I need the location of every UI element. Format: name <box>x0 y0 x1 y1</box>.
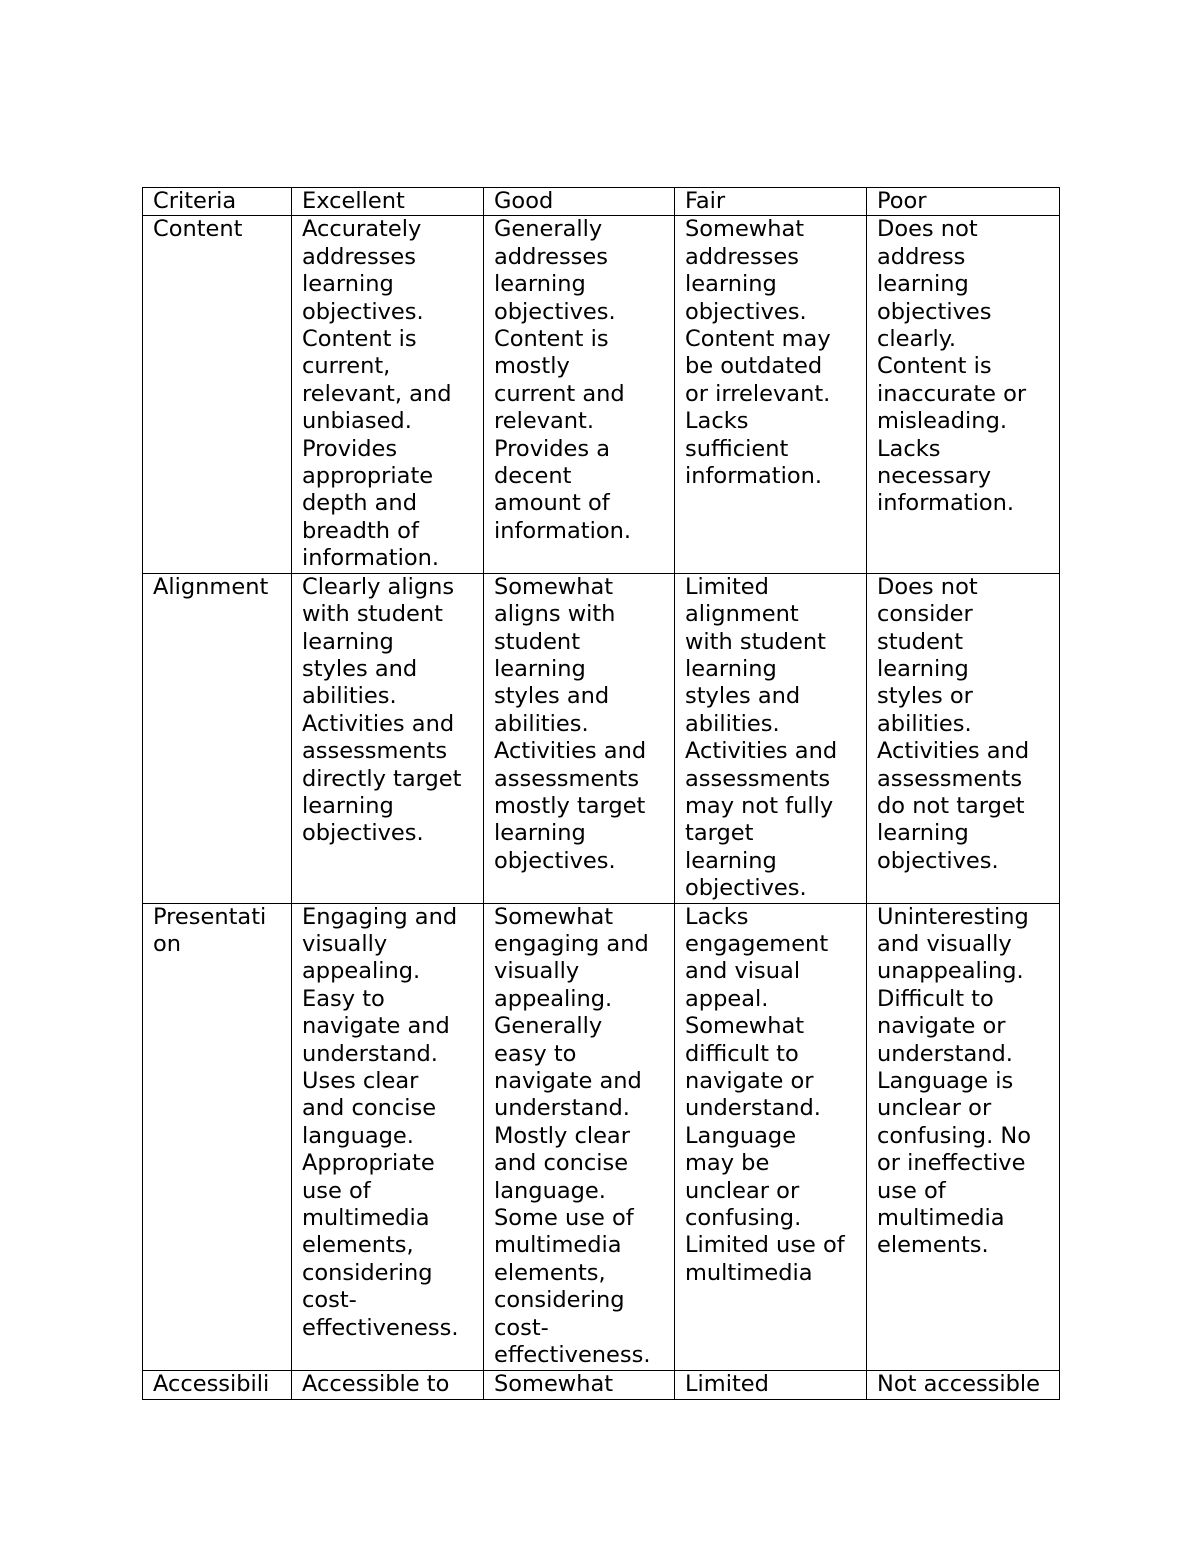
poor-cell: Does not address learning objectives clearly. Content is inaccurate or misleading. Lacks necessary information. <box>867 216 1060 573</box>
header-criteria: Criteria <box>143 188 292 216</box>
table-row-accessibility <box>143 1370 1060 1399</box>
header-fair: Fair <box>675 188 867 216</box>
excellent-cell: Engaging and visually appealing. Easy to navigate and understand. Uses clear and concise language. Appropriate use of multimedia elements, considering cost- effectiveness. <box>292 903 484 1370</box>
header-good: Good <box>484 188 675 216</box>
poor-cell: Does not consider student learning styles or abilities. Activities and assessments do not target learning objectives. <box>867 573 1060 903</box>
criteria-cell: Alignment <box>143 573 292 903</box>
table-row-content <box>143 216 1060 573</box>
criteria-cell: Accessibili <box>143 1370 292 1399</box>
good-cell: Generally addresses learning objectives. Content is mostly current and relevant. Provides a decent amount of information. <box>484 216 675 573</box>
rubric-table <box>142 187 1060 1400</box>
poor-cell: Not accessible <box>867 1370 1060 1399</box>
fair-cell: Somewhat addresses learning objectives. Content may be outdated or irrelevant. Lacks sufficient information. <box>675 216 867 573</box>
fair-cell: Limited alignment with student learning styles and abilities. Activities and assessments may not fully target learning objectives. <box>675 573 867 903</box>
header-row <box>143 188 1060 216</box>
table-row-presentation <box>143 903 1060 1370</box>
excellent-cell: Accurately addresses learning objectives. Content is current, relevant, and unbiased. Provides appropriate depth and breadth of information. <box>292 216 484 573</box>
good-cell: Somewhat <box>484 1370 675 1399</box>
good-cell: Somewhat engaging and visually appealing. Generally easy to navigate and understand. Mostly clear and concise language. Some use of multimedia elements, considering cost- effectiveness. <box>484 903 675 1370</box>
criteria-cell: Content <box>143 216 292 573</box>
excellent-cell: Accessible to <box>292 1370 484 1399</box>
fair-cell: Lacks engagement and visual appeal. Somewhat difficult to navigate or understand. Language may be unclear or confusing. Limited use of multimedia <box>675 903 867 1370</box>
good-cell: Somewhat aligns with student learning styles and abilities. Activities and assessments mostly target learning objectives. <box>484 573 675 903</box>
header-excellent: Excellent <box>292 188 484 216</box>
table-row-alignment <box>143 573 1060 903</box>
poor-cell: Uninteresting and visually unappealing. Difficult to navigate or understand. Language is unclear or confusing. No or ineffective use of multimedia elements. <box>867 903 1060 1370</box>
fair-cell: Limited <box>675 1370 867 1399</box>
excellent-cell: Clearly aligns with student learning styles and abilities. Activities and assessments directly target learning objectives. <box>292 573 484 903</box>
header-poor: Poor <box>867 188 1060 216</box>
criteria-cell: Presentati on <box>143 903 292 1370</box>
